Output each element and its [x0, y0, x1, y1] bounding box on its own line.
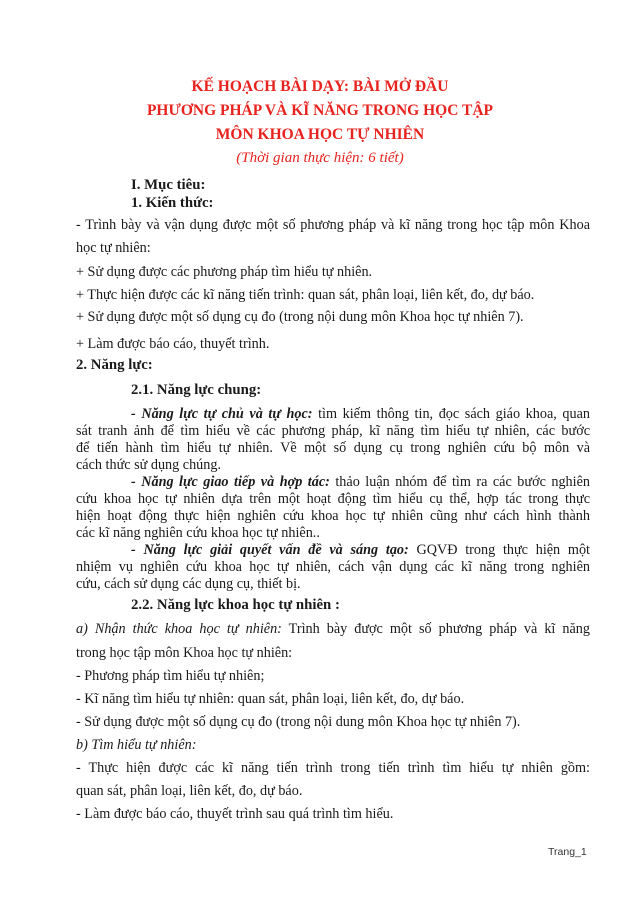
cooperation-text: thảo luận nhóm để tìm ra các bước nghiên	[329, 474, 590, 490]
subheading-knowledge: 1. Kiến thức:	[131, 195, 214, 211]
self-study-line-4: cách thức sử dụng chúng.	[76, 457, 221, 473]
problem-solving-line-1	[131, 541, 590, 559]
problem-solving-line-3: cứu, cách sử dụng các dụng cụ, thiết bị.	[76, 576, 301, 592]
knowledge-line-2: học tự nhiên:	[76, 240, 151, 256]
cooperation-line-1	[131, 473, 590, 491]
science-b-line-1: - Thực hiện được các kĩ năng tiến trình trong tiến trình tìm hiểu tự nhiên gồm:	[76, 760, 590, 776]
self-study-line-1	[131, 405, 590, 423]
subheading-science-competence: 2.2. Năng lực khoa học tự nhiên :	[131, 597, 340, 613]
problem-solving-text: GQVĐ trong thực hiện một	[408, 542, 590, 558]
cooperation-line-2: cứu khoa học tự nhiên dựa trên một hoạt động tìm hiểu cụ thể, hợp tác trong thực	[76, 491, 590, 507]
duration-subtitle: (Thời gian thực hiện: 6 tiết)	[236, 150, 404, 166]
knowledge-line-5: + Sử dụng được một số dụng cụ đo (trong nội dung môn Khoa học tự nhiên 7).	[76, 309, 524, 325]
science-a-line-2: trong học tập môn Khoa học tự nhiên:	[76, 645, 293, 661]
cooperation-line-3: hiện hoạt động thực hiện nghiên cứu khoa học tự nhiên cũng như cách hình thành	[76, 508, 590, 524]
cooperation-label: - Năng lực giao tiếp và hợp tác:	[131, 474, 330, 490]
self-study-line-2: sát tranh ảnh để tìm hiểu về các phương pháp, kĩ năng tìm hiểu tự nhiên, các bước	[76, 423, 590, 439]
cooperation-line-4: các kĩ năng nghiên cứu khoa học tự nhiên..	[76, 525, 320, 541]
science-a-line-4: - Kĩ năng tìm hiểu tự nhiên: quan sát, phân loại, liên kết, đo, dự báo.	[76, 691, 465, 707]
science-a-label: a) Nhận thức khoa học tự nhiên:	[76, 621, 282, 637]
document-title-line-2: PHƯƠNG PHÁP VÀ KĨ NĂNG TRONG HỌC TẬP	[146, 102, 494, 119]
problem-solving-line-2: nhiệm vụ nghiên cứu khoa học tự nhiên, cách vận dụng các kĩ năng trong nghiên	[76, 559, 590, 575]
page-number: Trang_1	[548, 846, 587, 858]
section-heading-competence: 2. Năng lực:	[76, 357, 153, 373]
self-study-label: - Năng lực tự chủ và tự học:	[131, 406, 313, 422]
self-study-line-3: để tiến hành tìm hiểu tự nhiên. Về một số dụng cụ trong nghiên cứu bộ môn và	[76, 440, 590, 456]
knowledge-line-4: + Thực hiện được các kĩ năng tiến trình: quan sát, phân loại, liên kết, đo, dự báo.	[76, 287, 535, 303]
science-a-line-1	[76, 620, 590, 638]
science-a-text: Trình bày được một số phương pháp và kĩ năng	[281, 621, 590, 637]
subheading-general-competence: 2.1. Năng lực chung:	[131, 382, 262, 398]
knowledge-line-1: - Trình bày và vận dụng được một số phương pháp và kĩ năng trong học tập môn Khoa	[76, 217, 590, 233]
knowledge-line-3: + Sử dụng được các phương pháp tìm hiểu tự nhiên.	[76, 264, 373, 280]
science-b-line-2: quan sát, phân loại, liên kết, đo, dự báo.	[76, 783, 303, 799]
self-study-text: tìm kiếm thông tin, đọc sách giáo khoa, quan	[312, 406, 590, 422]
document-title-line-1: KẾ HOẠCH BÀI DẠY: BÀI MỞ ĐẦU	[191, 78, 449, 95]
science-a-line-5: - Sử dụng được một số dụng cụ đo (trong nội dung môn Khoa học tự nhiên 7).	[76, 714, 521, 730]
science-b-label: b) Tìm hiểu tự nhiên:	[76, 737, 197, 753]
section-heading-objectives: I. Mục tiêu:	[131, 177, 206, 193]
problem-solving-label: - Năng lực giải quyết vấn đề và sáng tạo:	[131, 542, 409, 558]
science-b-line-3: - Làm được báo cáo, thuyết trình sau quá trình tìm hiểu.	[76, 806, 394, 822]
knowledge-line-6: + Làm được báo cáo, thuyết trình.	[76, 336, 270, 352]
document-title-line-3: MÔN KHOA HỌC TỰ NHIÊN	[215, 126, 425, 143]
science-a-line-3: - Phương pháp tìm hiểu tự nhiên;	[76, 668, 265, 684]
